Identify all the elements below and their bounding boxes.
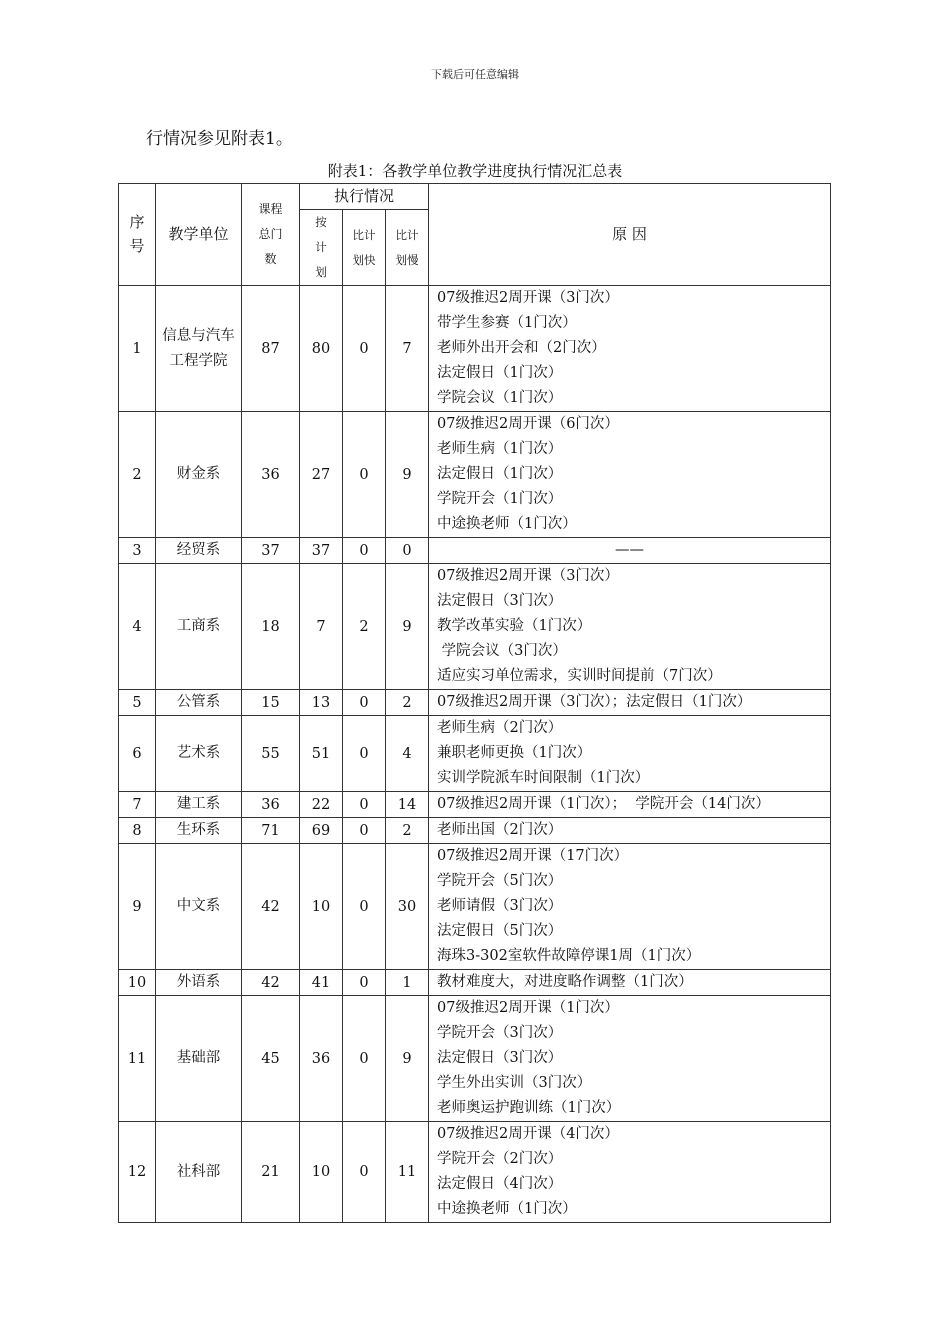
cell-unit: 建工系 xyxy=(156,792,242,818)
reason-line: 老师生病（1门次） xyxy=(437,441,563,457)
table-caption: 附表1：各教学单位教学进度执行情况汇总表 xyxy=(327,162,623,180)
table-row xyxy=(119,844,831,970)
reason-line: 老师奥运护跑训练（1门次） xyxy=(437,1100,621,1116)
cell-slower: 11 xyxy=(386,1122,429,1223)
reason-line: 法定假日（5门次） xyxy=(437,923,563,939)
cell-reason xyxy=(429,564,831,690)
cell-unit: 信息与汽车工程学院 xyxy=(156,286,242,412)
reason-line: 兼职老师更换（1门次） xyxy=(437,745,592,761)
reason-line: 老师外出开会和（2门次） xyxy=(437,340,606,356)
cell-unit: 财金系 xyxy=(156,412,242,538)
cell-total: 71 xyxy=(242,818,300,844)
header-total: 课程总门数 xyxy=(242,184,300,286)
cell-faster: 0 xyxy=(343,538,386,564)
reason-line: 老师请假（3门次） xyxy=(437,898,563,914)
cell-slower: 30 xyxy=(386,844,429,970)
cell-total: 18 xyxy=(242,564,300,690)
header-reason: 原 因 xyxy=(429,184,831,286)
table-row xyxy=(119,1122,831,1223)
cell-faster: 0 xyxy=(343,412,386,538)
header-seq: 序号 xyxy=(119,184,156,286)
cell-total: 37 xyxy=(242,538,300,564)
reason-line: 法定假日（3门次） xyxy=(437,593,563,609)
reason-line: 法定假日（1门次） xyxy=(437,365,563,381)
cell-slower: 9 xyxy=(386,412,429,538)
cell-faster: 0 xyxy=(343,716,386,792)
progress-summary-table xyxy=(118,183,831,1223)
header-unit: 教学单位 xyxy=(156,184,242,286)
cell-reason xyxy=(429,844,831,970)
reason-line: 法定假日（4门次） xyxy=(437,1176,563,1192)
reason-line: 07级推迟2周开课（3门次）；法定假日（1门次） xyxy=(437,694,752,710)
reason-line: 07级推迟2周开课（1门次）； 学院开会（14门次） xyxy=(437,796,770,812)
reason-line: 实训学院派车时间限制（1门次） xyxy=(437,770,650,786)
cell-unit: 外语系 xyxy=(156,970,242,996)
cell-total: 55 xyxy=(242,716,300,792)
cell-slower: 2 xyxy=(386,690,429,716)
table-row xyxy=(119,792,831,818)
reason-line: 学院开会（2门次） xyxy=(437,1151,563,1167)
reason-line: 07级推迟2周开课（3门次） xyxy=(437,290,619,306)
cell-seq: 11 xyxy=(119,996,156,1122)
cell-reason xyxy=(429,970,831,996)
cell-unit: 社科部 xyxy=(156,1122,242,1223)
reason-line: —— xyxy=(615,542,645,558)
reason-line: 学生外出实训（3门次） xyxy=(437,1075,592,1091)
cell-seq: 4 xyxy=(119,564,156,690)
cell-on-plan: 37 xyxy=(300,538,343,564)
header-note: 下载后可任意编辑 xyxy=(431,68,519,81)
reason-line: 老师出国（2门次） xyxy=(437,822,563,838)
cell-slower: 9 xyxy=(386,996,429,1122)
cell-unit: 经贸系 xyxy=(156,538,242,564)
cell-reason xyxy=(429,286,831,412)
cell-reason xyxy=(429,690,831,716)
reason-line: 学院开会（5门次） xyxy=(437,873,563,889)
cell-reason xyxy=(429,1122,831,1223)
reason-line: 学院会议（3门次） xyxy=(437,643,567,659)
table-row xyxy=(119,818,831,844)
cell-reason xyxy=(429,792,831,818)
cell-slower: 0 xyxy=(386,538,429,564)
reason-line: 法定假日（3门次） xyxy=(437,1050,563,1066)
cell-faster: 0 xyxy=(343,286,386,412)
cell-on-plan: 10 xyxy=(300,844,343,970)
cell-seq: 5 xyxy=(119,690,156,716)
table-row xyxy=(119,286,831,412)
cell-slower: 14 xyxy=(386,792,429,818)
cell-unit: 生环系 xyxy=(156,818,242,844)
cell-seq: 2 xyxy=(119,412,156,538)
reason-line: 学院开会（3门次） xyxy=(437,1025,563,1041)
cell-total: 36 xyxy=(242,792,300,818)
reason-line: 学院开会（1门次） xyxy=(437,491,563,507)
table-body xyxy=(119,286,831,1223)
cell-reason xyxy=(429,818,831,844)
cell-on-plan: 69 xyxy=(300,818,343,844)
header-exec: 执行情况 xyxy=(300,184,429,210)
cell-total: 36 xyxy=(242,412,300,538)
cell-total: 15 xyxy=(242,690,300,716)
cell-seq: 3 xyxy=(119,538,156,564)
cell-on-plan: 7 xyxy=(300,564,343,690)
cell-faster: 0 xyxy=(343,690,386,716)
reason-line: 海珠3-302室软件故障停课1周（1门次） xyxy=(437,948,701,964)
cell-on-plan: 41 xyxy=(300,970,343,996)
cell-slower: 4 xyxy=(386,716,429,792)
cell-slower: 9 xyxy=(386,564,429,690)
cell-on-plan: 36 xyxy=(300,996,343,1122)
header-faster: 比计划快 xyxy=(343,210,386,286)
table-row xyxy=(119,690,831,716)
reason-line: 中途换老师（1门次） xyxy=(437,1201,577,1217)
cell-unit: 公管系 xyxy=(156,690,242,716)
cell-faster: 0 xyxy=(343,818,386,844)
cell-seq: 6 xyxy=(119,716,156,792)
reason-line: 带学生参赛（1门次） xyxy=(437,315,577,331)
cell-reason xyxy=(429,538,831,564)
cell-reason xyxy=(429,412,831,538)
reason-line: 老师生病（2门次） xyxy=(437,720,563,736)
table-row xyxy=(119,538,831,564)
cell-faster: 2 xyxy=(343,564,386,690)
reason-line: 法定假日（1门次） xyxy=(437,466,563,482)
cell-faster: 0 xyxy=(343,996,386,1122)
cell-seq: 9 xyxy=(119,844,156,970)
reason-line: 教材难度大，对进度略作调整（1门次） xyxy=(437,974,693,990)
cell-unit: 艺术系 xyxy=(156,716,242,792)
cell-unit: 基础部 xyxy=(156,996,242,1122)
cell-unit: 中文系 xyxy=(156,844,242,970)
cell-total: 42 xyxy=(242,844,300,970)
cell-total: 87 xyxy=(242,286,300,412)
cell-on-plan: 22 xyxy=(300,792,343,818)
cell-slower: 1 xyxy=(386,970,429,996)
reason-line: 教学改革实验（1门次） xyxy=(437,618,592,634)
cell-faster: 0 xyxy=(343,970,386,996)
cell-seq: 8 xyxy=(119,818,156,844)
cell-reason xyxy=(429,996,831,1122)
cell-seq: 1 xyxy=(119,286,156,412)
cell-on-plan: 10 xyxy=(300,1122,343,1223)
reason-line: 07级推迟2周开课（3门次） xyxy=(437,568,619,584)
reason-line: 适应实习单位需求，实训时间提前（7门次） xyxy=(437,668,722,684)
cell-total: 42 xyxy=(242,970,300,996)
table-row xyxy=(119,564,831,690)
reason-line: 07级推迟2周开课（17门次） xyxy=(437,848,629,864)
cell-faster: 0 xyxy=(343,1122,386,1223)
cell-on-plan: 13 xyxy=(300,690,343,716)
cell-slower: 7 xyxy=(386,286,429,412)
cell-on-plan: 80 xyxy=(300,286,343,412)
intro-text: 行情况参见附表1。 xyxy=(146,129,293,149)
cell-faster: 0 xyxy=(343,792,386,818)
table-row xyxy=(119,996,831,1122)
reason-line: 07级推迟2周开课（1门次） xyxy=(437,1000,619,1016)
reason-line: 07级推迟2周开课（6门次） xyxy=(437,416,619,432)
cell-unit: 工商系 xyxy=(156,564,242,690)
table-row xyxy=(119,716,831,792)
cell-on-plan: 51 xyxy=(300,716,343,792)
header-on-plan: 按计划 xyxy=(300,210,343,286)
cell-on-plan: 27 xyxy=(300,412,343,538)
cell-slower: 2 xyxy=(386,818,429,844)
table-row xyxy=(119,970,831,996)
header-slower: 比计划慢 xyxy=(386,210,429,286)
cell-reason xyxy=(429,716,831,792)
reason-line: 学院会议（1门次） xyxy=(437,390,563,406)
cell-seq: 12 xyxy=(119,1122,156,1223)
table-row xyxy=(119,412,831,538)
cell-seq: 10 xyxy=(119,970,156,996)
cell-total: 45 xyxy=(242,996,300,1122)
cell-faster: 0 xyxy=(343,844,386,970)
reason-line: 07级推迟2周开课（4门次） xyxy=(437,1126,619,1142)
cell-seq: 7 xyxy=(119,792,156,818)
cell-total: 21 xyxy=(242,1122,300,1223)
reason-line: 中途换老师（1门次） xyxy=(437,516,577,532)
